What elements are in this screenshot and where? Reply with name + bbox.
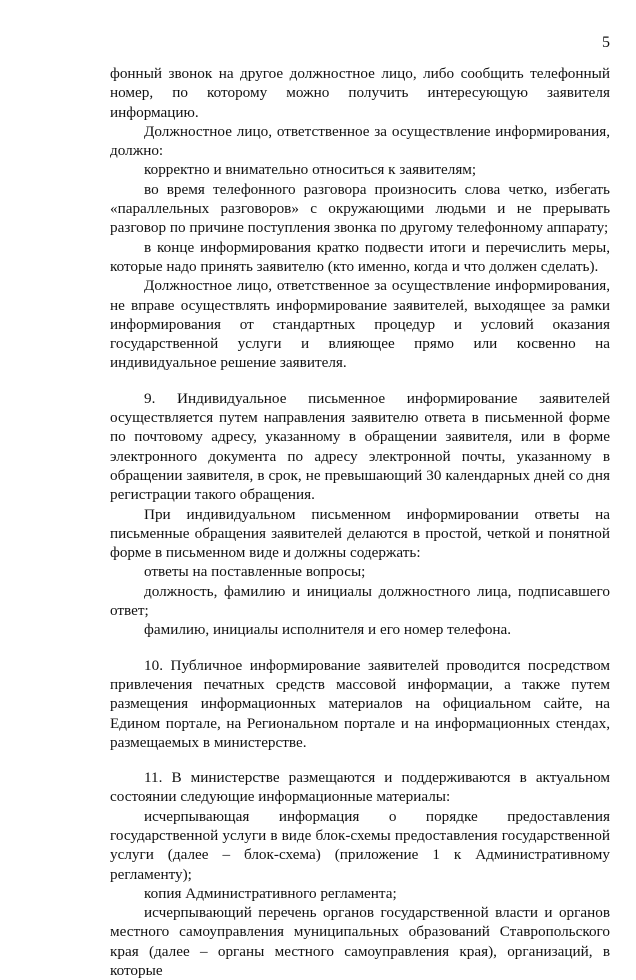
list-item: должность, фамилию и инициалы должностного лица, подписавшего ответ; — [110, 582, 610, 620]
paragraph: При индивидуальном письменном информировании ответы на письменные обращения заявителей делаются в простой, четкой и понятной форме в письменном виде и должны содержать: — [110, 505, 610, 562]
page-number: 5 — [602, 34, 610, 51]
paragraph-section-9: 9. Индивидуальное письменное информирование заявителей осуществляется путем направления заявителю ответа в письменной форме по почтовому адресу, указанному в обращении заявителя, или в форме электронного документа по адресу электронной почты, указанному в обращении заявителя, в срок, не превышающий 30 календарных дней со дня регистрации такого обращения. — [110, 389, 610, 504]
list-item: фамилию, инициалы исполнителя и его номер телефона. — [144, 621, 512, 639]
paragraph-continuation: фонный звонок на другое должностное лицо, либо сообщить телефонный номер, по которому можно получить интересующую заявителя информацию. — [110, 65, 610, 121]
list-item: в конце информирования кратко подвести итоги и перечислить меры, которые надо принять заявителю (кто именно, когда и что должен сделать). — [110, 238, 610, 275]
paragraph: Должностное лицо, ответственное за осуществление информирования, не вправе осуществлять информирование заявителей, выходящее за рамки информирования от стандартных процедур и условий оказания государственной услуги и влияющее прямо или косвенно на индивидуальное решение заявителя. — [110, 277, 610, 372]
list-item: корректно и внимательно относиться к заявителям; — [144, 161, 477, 179]
section-gap — [110, 640, 610, 656]
list-item: копия Административного регламента; — [144, 884, 397, 902]
list-item: ответы на поставленные вопросы; — [144, 563, 366, 581]
document-body — [110, 64, 610, 980]
paragraph: Должностное лицо, ответственное за осуществление информирования, должно: — [110, 122, 610, 160]
section-gap — [110, 373, 610, 389]
list-item: во время телефонного разговора произносить слова четко, избегать «параллельных разговоров» с окружающими людьми и не прерывать разговор по причине поступления звонка по другому телефонному аппарату; — [110, 180, 610, 237]
paragraph-section-10: 10. Публичное информирование заявителей проводится посредством привлечения печатных средств массовой информации, а также путем размещения информационных материалов на официальном сайте, на Едином портале, на Региональном портале и на информационных стендах, размещаемых в министерстве. — [110, 656, 610, 751]
list-item: исчерпывающая информация о порядке предоставления государственной услуги в виде блок-схемы предоставления государственной услуги (далее – блок-схема) (приложение 1 к Административному регламенту); — [110, 807, 610, 883]
paragraph-section-11: 11. В министерстве размещаются и поддерживаются в актуальном состоянии следующие информационные материалы: — [110, 769, 610, 806]
section-gap — [110, 752, 610, 768]
list-item: исчерпывающий перечень органов государственной власти и органов местного самоуправления муниципальных образований Ставропольского края (далее – органы местного самоуправления края), организаций, в которые — [110, 904, 610, 980]
